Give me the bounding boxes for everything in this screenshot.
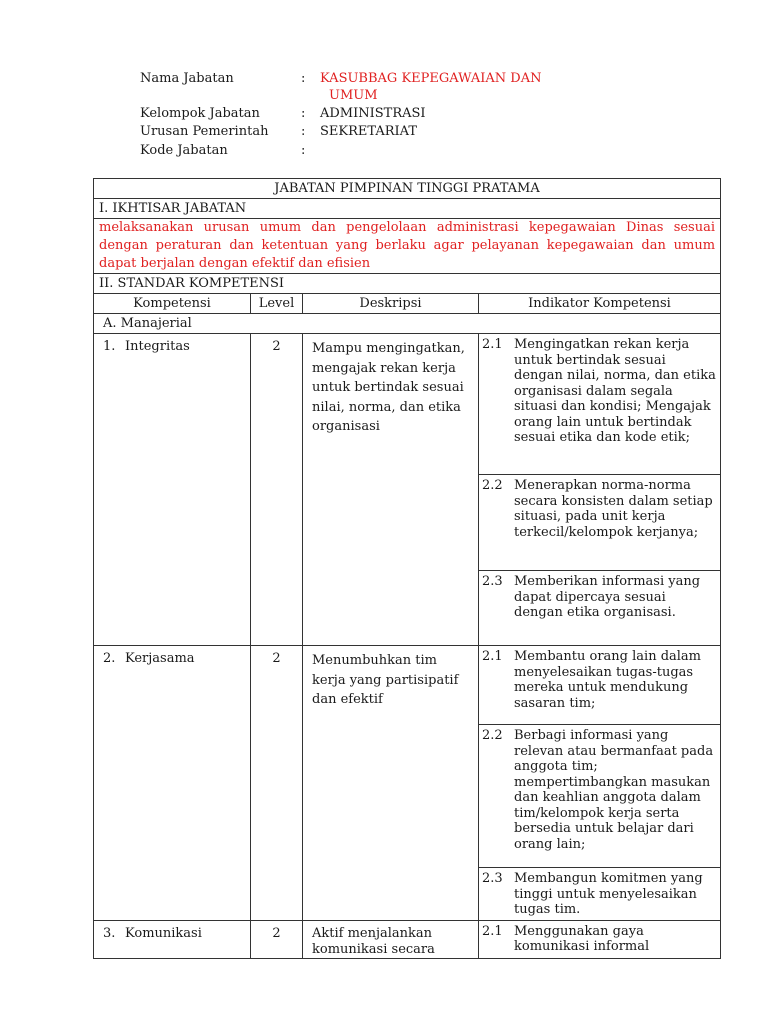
indicator-number: 2.1: [482, 337, 503, 352]
competency-description: Aktif menjalankan komunikasi secara: [303, 920, 479, 958]
indicator-cell: [479, 646, 721, 725]
nama-jabatan-colon: :: [301, 71, 306, 86]
column-header-row: [94, 294, 721, 314]
kode-jabatan-colon: :: [301, 143, 306, 158]
indicator-cell: [479, 334, 721, 475]
competency-name: Komunikasi: [125, 925, 202, 941]
nama-jabatan-value-line2: UMUM: [329, 88, 378, 103]
indicator-text: Berbagi informasi yang relevan atau bermanfaat pada anggota tim; mempertimbangkan masukan dan keahlian anggota dalam tim/kelompok kerja serta bersedia untuk belajar dari orang lain;: [514, 728, 714, 852]
competency-name-cell: [94, 920, 251, 958]
indicator-cell: [479, 868, 721, 921]
competency-description: Mampu mengingatkan, mengajak rekan kerja untuk bertindak sesuai nilai, norma, dan etika organisasi: [303, 334, 479, 646]
urusan-pemerintah-label: Urusan Pemerintah: [140, 124, 269, 139]
table-title: JABATAN PIMPINAN TINGGI PRATAMA: [94, 179, 721, 199]
section-standar-kompetensi: II. STANDAR KOMPETENSI: [94, 274, 721, 294]
indicator-number: 2.1: [482, 649, 503, 664]
kelompok-jabatan-colon: :: [301, 106, 306, 121]
indicator-number: 2.2: [482, 728, 503, 743]
indicator-number: 2.1: [482, 923, 503, 939]
indicator-text: Memberikan informasi yang dapat dipercaya sesuai dengan etika organisasi.: [514, 574, 701, 620]
indicator-cell: [479, 571, 721, 646]
competency-level: 2: [251, 920, 303, 958]
competency-name-cell: [94, 646, 251, 921]
indicator-number: 2.3: [482, 871, 503, 886]
table-row: [94, 646, 721, 725]
kelompok-jabatan-value: ADMINISTRASI: [320, 106, 426, 121]
indicator-text: Membantu orang lain dalam menyelesaikan tugas-tugas mereka untuk mendukung sasaran tim;: [514, 649, 702, 711]
indicator-cell: [479, 725, 721, 868]
competency-number: 2.: [103, 651, 116, 666]
column-header-level: Level: [251, 294, 303, 314]
column-header-kompetensi: Kompetensi: [94, 294, 251, 314]
urusan-pemerintah-colon: :: [301, 124, 306, 139]
competency-name: Kerjasama: [125, 651, 195, 666]
competency-name-cell: [94, 334, 251, 646]
indicator-number: 2.3: [482, 574, 503, 589]
table-row: [94, 334, 721, 475]
competency-number: 1.: [103, 339, 116, 354]
column-header-indikator: Indikator Kompetensi: [479, 294, 721, 314]
table-row: [94, 920, 721, 958]
urusan-pemerintah-value: SEKRETARIAT: [320, 124, 418, 139]
indicator-text: Mengingatkan rekan kerja untuk bertindak sesuai dengan nilai, norma, dan etika organisasi dalam segala situasi dan kondisi; Mengajak orang lain untuk bertindak sesuai etika dan kode etik;: [514, 337, 716, 445]
competency-level: 2: [251, 646, 303, 921]
competency-number: 3.: [103, 925, 116, 941]
indicator-cell: [479, 920, 721, 958]
indicator-number: 2.2: [482, 478, 503, 493]
nama-jabatan-value-line1: KASUBBAG KEPEGAWAIAN DAN: [320, 71, 542, 86]
kode-jabatan-label: Kode Jabatan: [140, 143, 228, 158]
competency-name: Integritas: [125, 339, 190, 354]
job-summary: melaksanakan urusan umum dan pengelolaan administrasi kepegawaian Dinas sesuai dengan peraturan dan ketentuan yang berlaku agar pelayanan kepegawaian dan umum dapat berjalan dengan efektif dan efisien: [94, 219, 721, 274]
indicator-text: Menerapkan norma-norma secara konsisten dalam setiap situasi, pada unit kerja terkecil/kelompok kerjanya;: [514, 478, 713, 540]
indicator-text: Membangun komitmen yang tinggi untuk menyelesaikan tugas tim.: [514, 871, 703, 917]
competency-description: Menumbuhkan tim kerja yang partisipatif dan efektif: [303, 646, 479, 921]
section-ikhtisar: I. IKHTISAR JABATAN: [94, 199, 721, 219]
indicator-cell: [479, 475, 721, 571]
subgroup-manajerial: A. Manajerial: [94, 314, 721, 334]
column-header-deskripsi: Deskripsi: [303, 294, 479, 314]
competency-table: [93, 178, 721, 959]
indicator-text: Menggunakan gaya komunikasi informal: [514, 923, 650, 954]
competency-level: 2: [251, 334, 303, 646]
nama-jabatan-label: Nama Jabatan: [140, 71, 234, 86]
kelompok-jabatan-label: Kelompok Jabatan: [140, 106, 260, 121]
